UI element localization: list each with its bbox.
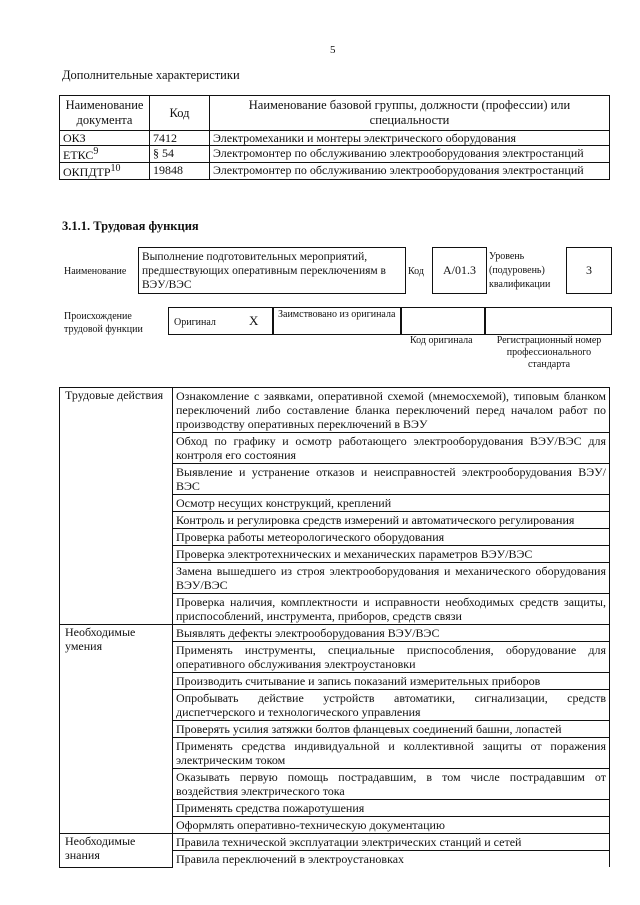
header-code: Код — [150, 96, 210, 131]
function-title: 3.1.1. Трудовая функция — [62, 219, 199, 233]
skill-item: Применять инструменты, специальные приспособления, оборудование для оперативного обслуживания электроустановки — [173, 642, 610, 673]
table-row — [60, 163, 610, 180]
code-value: А/01.3 — [443, 263, 476, 277]
skill-item: Выявлять дефекты электрооборудования ВЭУ/ВЭС — [173, 625, 610, 642]
function-details-table — [59, 387, 610, 868]
cell-doc: ОКПДТР$^{10}$ — [60, 163, 150, 180]
skill-item: Опробывать действие устройств автоматики, сигнализации, средств диспетчерского и технологического управления — [173, 690, 610, 721]
action-item: Контроль и регулировка средств измерений и автоматического регулирования — [173, 512, 610, 529]
cell-code: 19848 — [150, 163, 210, 180]
header-document: Наименование документа — [60, 96, 150, 131]
cell-doc: ОКЗ — [60, 131, 150, 146]
table-row — [60, 131, 610, 146]
cell-code: § 54 — [150, 146, 210, 163]
action-item: Проверка наличия, комплектности и исправности необходимых средств защиты, приспособлений, инструмента, приборов, средств связи — [173, 594, 610, 625]
action-item: Проверка работы метеорологического оборудования — [173, 529, 610, 546]
skill-item: Производить считывание и запись показаний измерительных приборов — [173, 673, 610, 690]
table-header-row — [60, 96, 610, 131]
action-item: Замена вышедшего из строя электрооборудования и механического оборудования ВЭУ/ВЭС — [173, 563, 610, 594]
level-label: Уровень (подуровень) квалификации — [489, 251, 551, 290]
function-name-box — [138, 247, 406, 294]
level-box — [566, 247, 612, 294]
skill-item: Проверять усилия затяжки болтов фланцевых соединений башни, лопастей — [173, 721, 610, 738]
level-value: 3 — [586, 263, 592, 277]
function-name-value: Выполнение подготовительных мероприятий, предшествующих оперативным переключениям в ВЭУ/ВЭС — [142, 251, 386, 291]
table-row — [60, 625, 610, 642]
reg-number-box — [484, 307, 612, 335]
footnote-ref: 10 — [110, 163, 121, 174]
action-item: Ознакомление с заявками, оперативной схемой (мнемосхемой), типовым бланком переключений либо составление бланка переключений перед началом работ по производству оперативных переключений в ВЭУ — [173, 388, 610, 433]
cell-name: Электромеханики и монтеры электрического оборудования — [210, 131, 610, 146]
knowledge-item: Правила переключений в электроустановках — [173, 851, 610, 868]
cell-code: 7412 — [150, 131, 210, 146]
table-row — [60, 146, 610, 163]
origin-label: Происхождение трудовой функции — [64, 311, 143, 335]
code-box — [432, 247, 487, 294]
borrowed-label: Заимствовано из оригинала — [278, 309, 396, 320]
cell-name: Электромонтер по обслуживанию электрооборудования электростанций — [210, 163, 610, 180]
code-original-box — [400, 307, 486, 335]
borrowed-box — [272, 307, 402, 335]
skill-item: Оформлять оперативно-техническую документацию — [173, 817, 610, 834]
reg-number-label: Регистрационный номер профессионального стандарта — [496, 335, 602, 370]
original-box — [168, 307, 274, 335]
action-item: Осмотр несущих конструкций, креплений — [173, 495, 610, 512]
cell-name: Электромонтер по обслуживанию электрооборудования электростанций — [210, 146, 610, 163]
action-item: Обход по графику и осмотр работающего электрооборудования ВЭУ/ВЭС для контроля его состояния — [173, 433, 610, 464]
additional-characteristics-table — [59, 95, 610, 180]
name-label: Наименование — [64, 266, 127, 277]
action-item: Выявление и устранение отказов и неисправностей электрооборудования ВЭУ/ВЭС — [173, 464, 610, 495]
knowledge-item: Правила технической эксплуатации электрических станций и сетей — [173, 834, 610, 851]
header-name: Наименование базовой группы, должности (профессии) или специальности — [210, 96, 610, 131]
knowledge-label: Необходимые знания — [60, 834, 173, 868]
section-title: Дополнительные характеристики — [62, 68, 240, 82]
original-label: Оригинал — [174, 317, 216, 328]
page-number: 5 — [330, 44, 336, 56]
original-mark: X — [249, 313, 259, 328]
skill-item: Применять средства пожаротушения — [173, 800, 610, 817]
skills-label: Необходимые умения — [60, 625, 173, 834]
code-label: Код — [408, 266, 424, 277]
skill-item: Оказывать первую помощь пострадавшим, в том числе пострадавшим от воздействия электрического тока — [173, 769, 610, 800]
cell-doc: ЕТКС$^9$ — [60, 146, 150, 163]
skill-item: Применять средства индивидуальной и коллективной защиты от поражения электрическим током — [173, 738, 610, 769]
actions-label: Трудовые действия — [60, 388, 173, 625]
footnote-ref: 9 — [93, 146, 99, 157]
action-item: Проверка электротехнических и механических параметров ВЭУ/ВЭС — [173, 546, 610, 563]
table-row — [60, 388, 610, 433]
table-row — [60, 834, 610, 851]
code-original-label: Код оригинала — [410, 335, 473, 346]
